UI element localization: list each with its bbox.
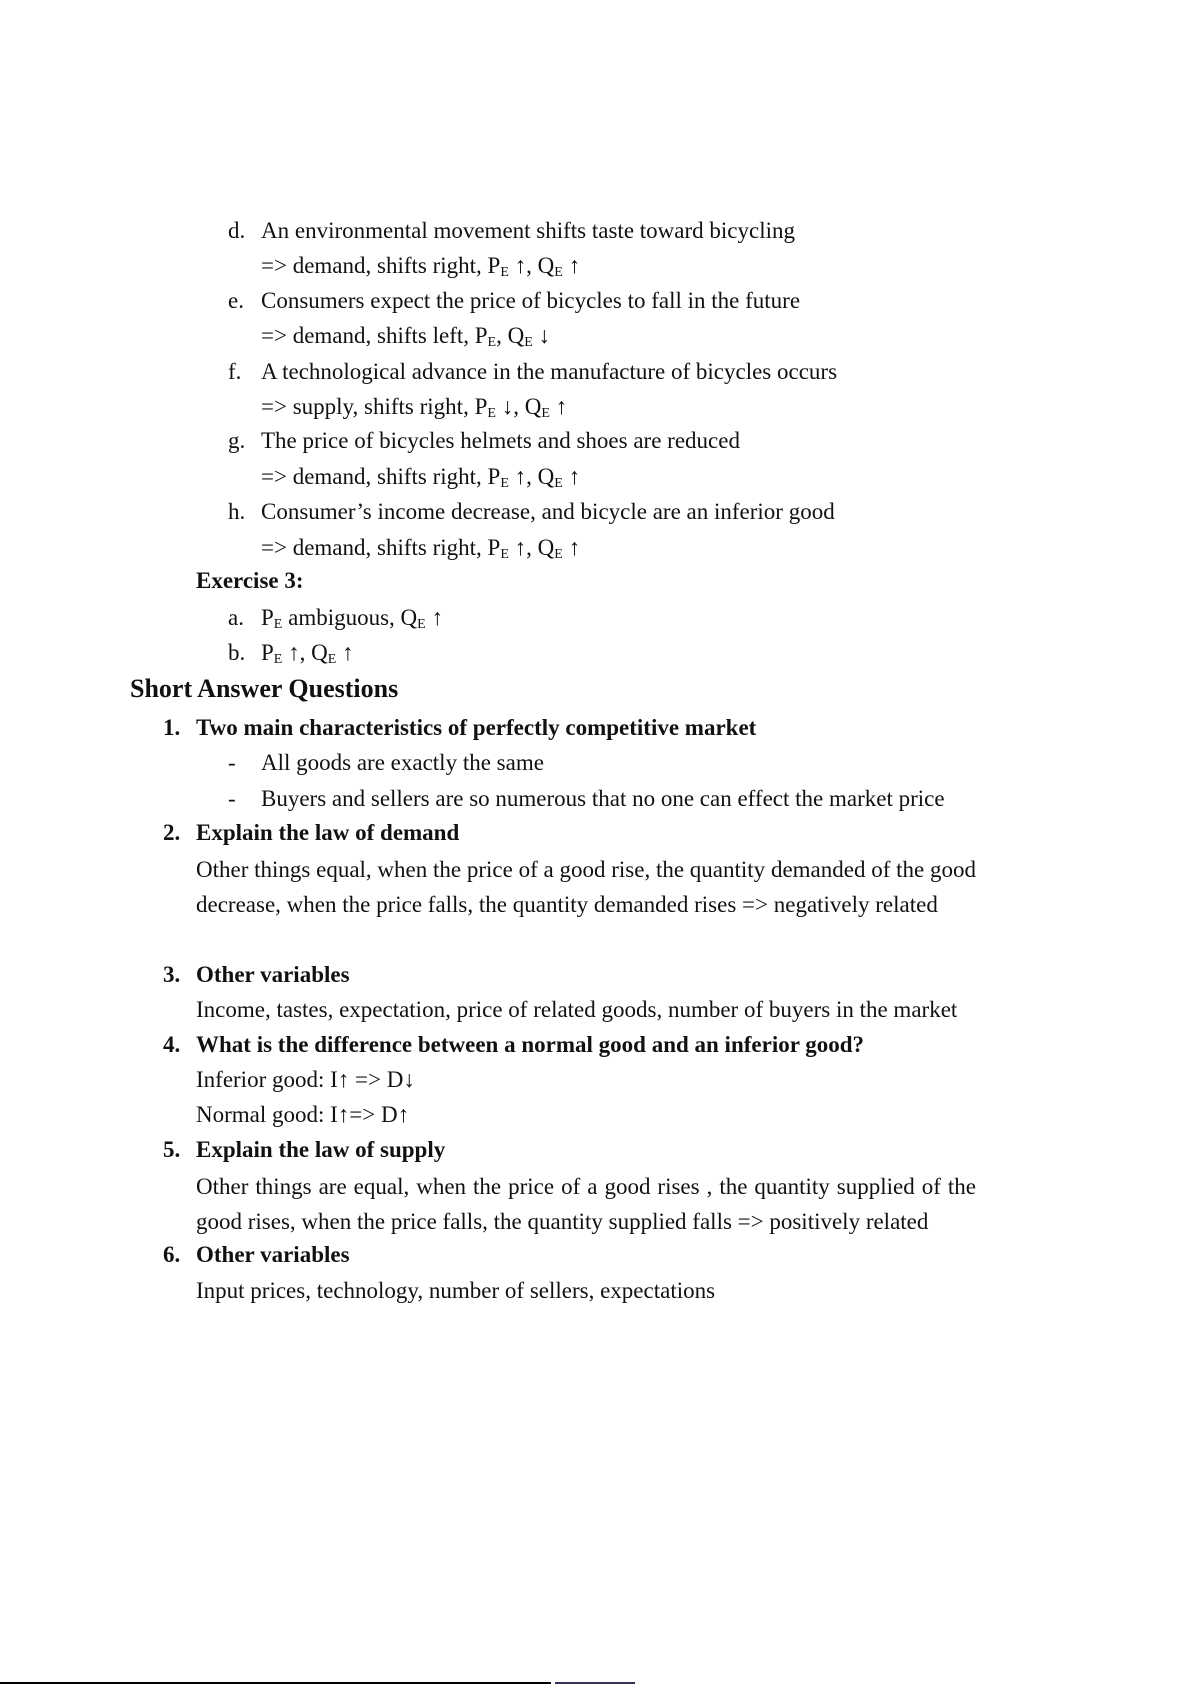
item-f-answer <box>261 393 567 421</box>
bullet-dash: - <box>228 750 236 775</box>
answer-text: ↑ <box>562 535 581 560</box>
answer-text: => demand, shifts right, P <box>261 253 501 278</box>
subscript: E <box>500 547 509 562</box>
subscript: E <box>500 265 509 280</box>
q4-line-1: Inferior good: I↑ => D↓ <box>196 1067 415 1092</box>
answer-text: ↑ <box>562 464 581 489</box>
item-e-marker: e. <box>228 288 244 313</box>
answer-text: ↓, Q <box>495 394 542 419</box>
text: P <box>261 640 274 665</box>
subscript: E <box>541 406 550 421</box>
q3-number: 3. <box>163 962 181 987</box>
subscript: E <box>500 476 509 491</box>
answer-text: => demand, shifts right, P <box>261 464 501 489</box>
item-h-answer <box>261 534 580 562</box>
answer-text: ↑, Q <box>508 464 555 489</box>
item-g-question: The price of bicycles helmets and shoes are reduced <box>261 428 740 453</box>
answer-text: ↑ <box>562 253 581 278</box>
q3-title: Other variables <box>196 962 350 987</box>
text: ambiguous, Q <box>282 605 418 630</box>
q1-bullet-2: Buyers and sellers are so numerous that no one can effect the market price <box>261 786 945 811</box>
subscript: E <box>554 265 563 280</box>
answer-text: , Q <box>496 323 525 348</box>
q1-bullet-1: All goods are exactly the same <box>261 750 544 775</box>
footer-rule-segment <box>555 1682 635 1684</box>
item-d-answer <box>261 252 580 280</box>
item-e-question: Consumers expect the price of bicycles to fall in the future <box>261 288 801 313</box>
exercise-3-title: Exercise 3: <box>196 568 304 593</box>
answer-text: ↑, Q <box>508 535 555 560</box>
q2-answer: Other things equal, when the price of a good rise, the quantity demanded of the good decrease, when the price falls, the quantity demanded rises => negatively related <box>196 857 976 917</box>
answer-text: ↑, Q <box>508 253 555 278</box>
item-e-answer <box>261 322 550 350</box>
item-h-question: Consumer’s income decrease, and bicycle are an inferior good <box>261 499 835 524</box>
item-g-answer <box>261 463 580 491</box>
subscript: E <box>524 335 533 350</box>
item-f-marker: f. <box>228 359 242 384</box>
subscript: E <box>327 652 337 667</box>
answer-text: ↑ <box>549 394 568 419</box>
q2-number: 2. <box>163 820 181 845</box>
text: P <box>261 605 274 630</box>
q4-title: What is the difference between a normal good and an inferior good? <box>196 1032 865 1057</box>
q1-number: 1. <box>163 715 181 740</box>
subscript: E <box>273 652 283 667</box>
item-h-marker: h. <box>228 499 246 524</box>
answer-text: => supply, shifts right, P <box>261 394 488 419</box>
answer-text: => demand, shifts right, P <box>261 535 501 560</box>
item-f-question: A technological advance in the manufacture of bicycles occurs <box>261 359 838 384</box>
subscript: E <box>273 617 283 632</box>
item-g-marker: g. <box>228 428 246 453</box>
item-a-marker: a. <box>228 605 244 630</box>
item-d-marker: d. <box>228 218 246 243</box>
bullet-dash: - <box>228 786 236 811</box>
item-a-text <box>261 604 443 632</box>
q6-title: Other variables <box>196 1242 350 1267</box>
q5-title: Explain the law of supply <box>196 1137 446 1162</box>
text: ↑, Q <box>282 640 328 665</box>
q5-number: 5. <box>163 1137 181 1162</box>
q6-number: 6. <box>163 1242 181 1267</box>
q5-answer: Other things are equal, when the price of a good rises , the quantity supplied of the good rises, when the price falls, the quantity supplied falls => positively related <box>196 1174 976 1234</box>
q4-number: 4. <box>163 1032 181 1057</box>
text: ↑ <box>336 640 354 665</box>
subscript: E <box>554 547 563 562</box>
subscript: E <box>487 335 497 350</box>
subscript: E <box>487 406 496 421</box>
item-d-question: An environmental movement shifts taste toward bicycling <box>261 218 795 243</box>
q4-line-2: Normal good: I↑=> D↑ <box>196 1102 410 1127</box>
q6-answer: Input prices, technology, number of sellers, expectations <box>196 1278 716 1303</box>
footer-rule <box>0 1682 551 1684</box>
answer-text: => demand, shifts left, P <box>261 323 488 348</box>
q2-title: Explain the law of demand <box>196 820 460 845</box>
q1-title: Two main characteristics of perfectly competitive market <box>196 715 757 740</box>
section-heading: Short Answer Questions <box>130 674 399 703</box>
subscript: E <box>417 617 426 632</box>
text: ↑ <box>425 605 443 630</box>
subscript: E <box>554 476 563 491</box>
q3-answer: Income, tastes, expectation, price of related goods, number of buyers in the market <box>196 997 958 1022</box>
item-b-text <box>261 639 354 667</box>
item-b-marker: b. <box>228 640 246 665</box>
answer-text: ↓ <box>532 323 551 348</box>
